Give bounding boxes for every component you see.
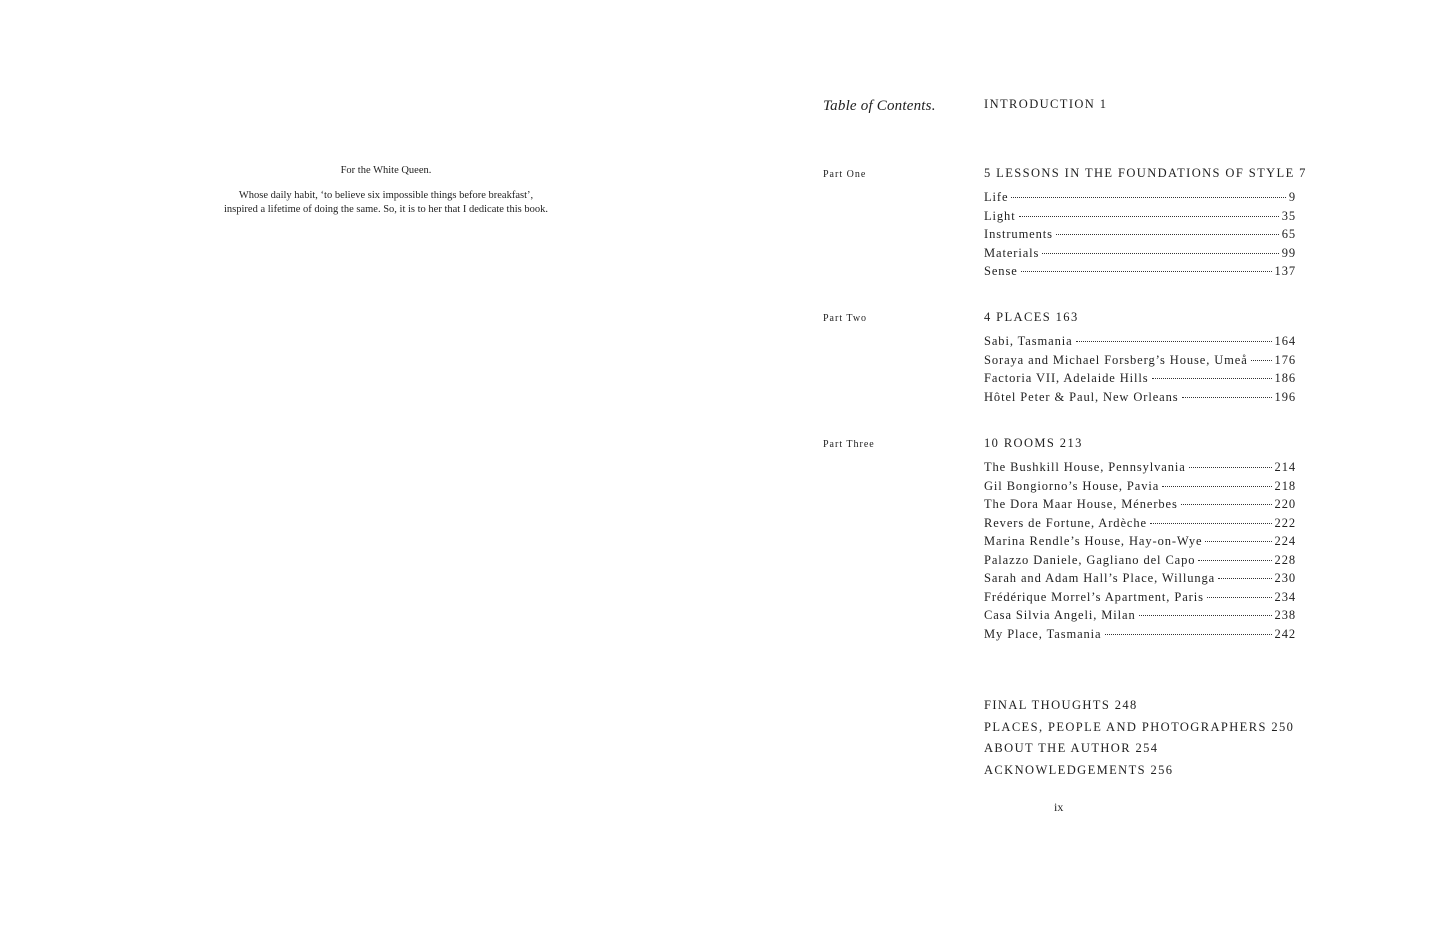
leader-dots	[1021, 271, 1272, 272]
part-two-entries	[984, 334, 1296, 408]
leader-dots	[1150, 523, 1272, 524]
leader-dots	[1019, 216, 1279, 217]
leader-dots	[1218, 578, 1271, 579]
dedication-line-2: inspired a lifetime of doing the same. So, it is to her that I dedicate this book.	[224, 204, 548, 215]
toc-entry-page: 230	[1274, 571, 1296, 585]
part-three-entries	[984, 460, 1296, 645]
toc-entry-title: Factoria VII, Adelaide Hills	[984, 371, 1149, 385]
toc-entry-title: Marina Rendle’s House, Hay-on-Wye	[984, 534, 1203, 548]
toc-introduction: INTRODUCTION 1	[984, 97, 1108, 111]
end-places-people: PLACES, PEOPLE AND PHOTOGRAPHERS 250	[984, 720, 1295, 734]
leader-dots	[1251, 360, 1272, 361]
toc-entry-title: Palazzo Daniele, Gagliano del Capo	[984, 552, 1196, 567]
toc-entry-page: 222	[1274, 515, 1296, 530]
toc-entry	[984, 390, 1296, 409]
toc-entry-page: 99	[1281, 245, 1296, 260]
toc-entry	[984, 497, 1296, 516]
leader-dots	[1181, 504, 1272, 505]
toc-entry-page: 164	[1274, 334, 1296, 348]
leader-dots	[1056, 234, 1279, 235]
toc-entry-title: Sense	[984, 264, 1018, 278]
toc-entry	[984, 246, 1296, 265]
toc-entry-title: Life	[984, 190, 1009, 204]
part-one-label: Part One	[823, 169, 867, 180]
toc-entry-title: Revers de Fortune, Ardèche	[984, 515, 1147, 530]
toc-entry-title: Sabi, Tasmania	[984, 334, 1073, 348]
toc-entry-title: Materials	[984, 245, 1040, 260]
part-one-entries	[984, 190, 1296, 283]
part-two-heading: 4 PLACES 163	[984, 310, 1079, 324]
toc-entry	[984, 209, 1296, 228]
toc-entry-title: Hôtel Peter & Paul, New Orleans	[984, 389, 1179, 404]
dedication-line-1: Whose daily habit, ‘to believe six impossible things before breakfast’,	[238, 190, 534, 201]
page-number: ix	[1054, 800, 1064, 814]
toc-entry	[984, 608, 1296, 627]
toc-entry-page: 65	[1281, 227, 1296, 241]
part-three-label: Part Three	[823, 439, 875, 450]
toc-entry	[984, 460, 1296, 479]
toc-entry	[984, 553, 1296, 572]
toc-entry-page: 224	[1274, 534, 1296, 548]
toc-entry-title: Gil Bongiorno’s House, Pavia	[984, 478, 1160, 493]
leader-dots	[1189, 467, 1272, 468]
toc-entry-title: The Dora Maar House, Ménerbes	[984, 497, 1178, 511]
toc-entry-title: Sarah and Adam Hall’s Place, Willunga	[984, 571, 1216, 585]
toc-entry-page: 220	[1274, 497, 1296, 511]
toc-entry-page: 238	[1274, 608, 1296, 622]
toc-entry-title: Frédérique Morrel’s Apartment, Paris	[984, 589, 1204, 604]
toc-entry-page: 137	[1274, 264, 1296, 278]
toc-entry	[984, 479, 1296, 498]
toc-entry	[984, 571, 1296, 590]
toc-entry-page: 9	[1288, 190, 1296, 204]
leader-dots	[1152, 378, 1272, 379]
leader-dots	[1076, 341, 1272, 342]
leader-dots	[1207, 597, 1272, 598]
part-two-label: Part Two	[823, 313, 868, 324]
leader-dots	[1042, 253, 1278, 254]
toc-entry-page: 228	[1274, 552, 1296, 567]
end-acknowledgements: ACKNOWLEDGEMENTS 256	[984, 763, 1174, 777]
part-one-heading: 5 LESSONS IN THE FOUNDATIONS OF STYLE 7	[984, 166, 1307, 180]
toc-entry-title: My Place, Tasmania	[984, 626, 1102, 641]
leader-dots	[1011, 197, 1285, 198]
toc-title: Table of Contents.	[823, 98, 936, 114]
toc-entry	[984, 516, 1296, 535]
end-about-author: ABOUT THE AUTHOR 254	[984, 741, 1159, 755]
toc-entry-page: 234	[1274, 589, 1296, 604]
toc-entry-page: 35	[1281, 208, 1296, 223]
leader-dots	[1105, 634, 1272, 635]
toc-entry-title: Casa Silvia Angeli, Milan	[984, 608, 1136, 622]
toc-entry-page: 242	[1274, 626, 1296, 641]
toc-entry	[984, 590, 1296, 609]
end-final-thoughts: FINAL THOUGHTS 248	[984, 698, 1138, 712]
toc-entry	[984, 627, 1296, 646]
toc-entry-title: The Bushkill House, Pennsylvania	[984, 460, 1186, 474]
toc-entry-title: Soraya and Michael Forsberg’s House, Umeå	[984, 352, 1248, 367]
part-three-heading: 10 ROOMS 213	[984, 436, 1083, 450]
leader-dots	[1162, 486, 1271, 487]
toc-entry-title: Instruments	[984, 227, 1053, 241]
leader-dots	[1198, 560, 1271, 561]
toc-entry	[984, 334, 1296, 353]
toc-entry	[984, 371, 1296, 390]
dedication-title: For the White Queen.	[340, 165, 432, 176]
toc-entry	[984, 534, 1296, 553]
toc-entry-page: 218	[1274, 478, 1296, 493]
toc-entry-title: Light	[984, 208, 1016, 223]
toc-entry	[984, 353, 1296, 372]
toc-entry-page: 214	[1274, 460, 1296, 474]
toc-entry	[984, 190, 1296, 209]
toc-entry-page: 176	[1274, 352, 1296, 367]
toc-entry	[984, 227, 1296, 246]
toc-entry-page: 186	[1274, 371, 1296, 385]
toc-entry	[984, 264, 1296, 283]
leader-dots	[1139, 615, 1272, 616]
leader-dots	[1205, 541, 1271, 542]
leader-dots	[1182, 397, 1272, 398]
toc-entry-page: 196	[1274, 389, 1296, 404]
